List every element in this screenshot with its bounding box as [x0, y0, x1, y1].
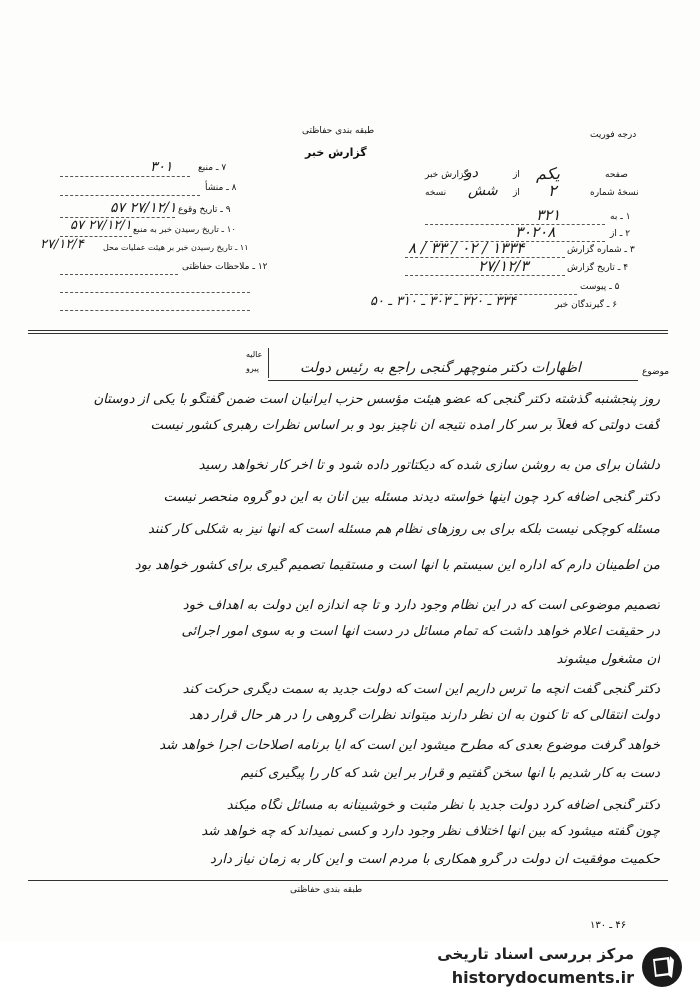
field-security-notes-label: ۱۲ ـ ملاحظات حفاظتی — [182, 262, 268, 272]
body-line: در حقیقت اعلام خواهد داشت که تمام مسائل در دست آنها است و به سوی امور اجرائی — [181, 624, 660, 639]
field-source-value: ۳۰۱ — [150, 159, 173, 175]
form-number: ۴۶ ـ ۱۳۰ — [590, 920, 627, 931]
field-received-ops-value: ۲۷/۱۲/۴ — [40, 237, 84, 252]
watermark-url: historydocuments.ir — [451, 968, 634, 987]
body-line: خواهد گرفت موضوع بعدی که مطرح میشود این است که آیا برنامه اصلاحات اجرا خواهد شد — [159, 738, 660, 753]
priority-label: درجه فوریت — [590, 130, 637, 140]
body-line: آن مشغول میشوند — [556, 652, 660, 667]
body-line: دولت انتقالی که تا کنون به آن نظر دارند میتواند نظرات گروهی را در هر حال قرار دهد — [188, 708, 660, 723]
field-received-ops-label: ۱۱ ـ تاریخ رسیدن خبر بر هیئت عملیات محل — [103, 243, 249, 252]
body-line: من اطمینان دارم که اداره این سیستم با آنها است و مستقیماً تصمیم گیری برای کشور خواهد بود — [134, 558, 660, 573]
field-recipients-label: ۶ ـ گیرندگان خبر — [555, 300, 618, 310]
field-received-source-value: ۲۷/۱۲/۱ ۵۷ — [70, 218, 132, 233]
field-report-number-value: ۱۳۳۴ / ۰۲ / ۳۳ / ۸ — [408, 239, 525, 257]
copy-of: از — [513, 188, 520, 198]
field-report-date-label: ۴ ـ تاریخ گزارش — [567, 263, 629, 273]
field-recipients-value: ۳۳۴ ـ ۳۲۰ ـ ۳۰۳ ـ ۳۱۰ ـ ۵۰ — [370, 294, 517, 309]
body-line: دکتر گنجی گفت آنچه ما ترس داریم این است که دولت جدید به سمت دیگری حرکت کند — [182, 682, 660, 697]
classification-top: طبقه بندی حفاظتی — [302, 126, 375, 136]
field-report-number-label: ۳ ـ شماره گزارش — [567, 245, 635, 255]
body-line: دلشان برای من به روشن سازی شده که دیکتاتور داده شود و تا آخر کار نخواهد رسید — [198, 458, 660, 473]
body-line: تصمیم موضوعی است که در این نظام وجود دارد و تا چه اندازه این دولت به اهداف خود — [182, 598, 660, 613]
body-line: روز پنجشنبه گذشته دکتر گنجی که عضو هیئت مؤسس حزب ایرانیان است ضمن گفتگو با یکی از دوستان — [93, 392, 660, 407]
archive-logo-icon — [640, 945, 684, 989]
subject-text: اظهارات دکتر منوچهر گنجی راجع به رئیس دولت — [300, 360, 581, 376]
field-to-value: ۳۲۱ — [536, 206, 561, 224]
copy-value: ۲ — [548, 181, 557, 200]
page-value: یکم — [536, 164, 560, 183]
field-occurrence-date-label: ۹ ـ تاریخ وقوع — [178, 205, 231, 215]
page-suffix: گزارش خبر — [425, 170, 469, 180]
field-origin-label: ۸ ـ منشأ — [205, 183, 237, 193]
body-line: دکتر گنجی اضافه کرد چون اینها خواسته دیدند مسئله بین آنان به این دو گروه منحصر نیست — [163, 490, 660, 505]
copy-total: شش — [468, 183, 498, 199]
body-line: گفت دولتی که فعلاً بر سر کار آمده نتیجه آن ناچیز بود و بر اساس نظرات رهبری کشور نیست — [150, 418, 660, 433]
page-label: صفحه — [605, 170, 628, 180]
page-total: دو — [465, 165, 478, 181]
body-line: حکمیت موفقیت آن دولت در گرو همکاری با مردم است و این کار به زمان نیاز دارد — [210, 852, 660, 867]
subject-side-top: عالیه — [246, 350, 263, 359]
page-of: از — [513, 170, 520, 180]
field-from-value: ۳۰۲۰۸ — [515, 223, 556, 241]
report-title: گزارش خبر — [305, 146, 367, 159]
subject-label: موضوع — [642, 367, 670, 377]
field-source-label: ۷ ـ منبع — [198, 163, 227, 173]
field-from-label: ۲ ـ از — [610, 229, 631, 239]
body-line: مسئله کوچکی نیست بلکه برای بی روزهای نظام هم مسئله است که آنها نیز به شکلی کار کنند — [147, 522, 660, 537]
body-line: دست به کار شدیم با آنها سخن گفتیم و قرار بر این شد که کار را پیگیری کنیم — [240, 766, 660, 781]
field-occurrence-date-value: ۲۷/۱۲/۱ ۵۷ — [110, 200, 177, 216]
copy-suffix: نسخه — [425, 188, 447, 198]
copy-label: نسخهٔ شماره — [590, 188, 639, 198]
body-line: دکتر گنجی اضافه کرد دولت جدید با نظر مثبت و خوشبینانه به مسائل نگاه میکند — [226, 798, 660, 813]
field-attachment-label: ۵ ـ پیوست — [580, 282, 620, 292]
field-to-label: ۱ ـ به — [610, 212, 631, 222]
field-report-date-value: ۲۷/۱۲/۳ — [478, 257, 529, 275]
classification-bottom: طبقه بندی حفاظتی — [290, 885, 363, 895]
watermark-name: مرکز بررسی اسناد تاریخی — [437, 945, 634, 963]
body-line: چون گفته میشود که بین آنها اختلاف نظر وجود دارد و کسی نمیداند که چه خواهد شد — [201, 824, 660, 839]
subject-side-bottom: پیرو — [246, 364, 259, 373]
field-received-source-label: ۱۰ ـ تاریخ رسیدن خبر به منبع — [133, 225, 236, 235]
